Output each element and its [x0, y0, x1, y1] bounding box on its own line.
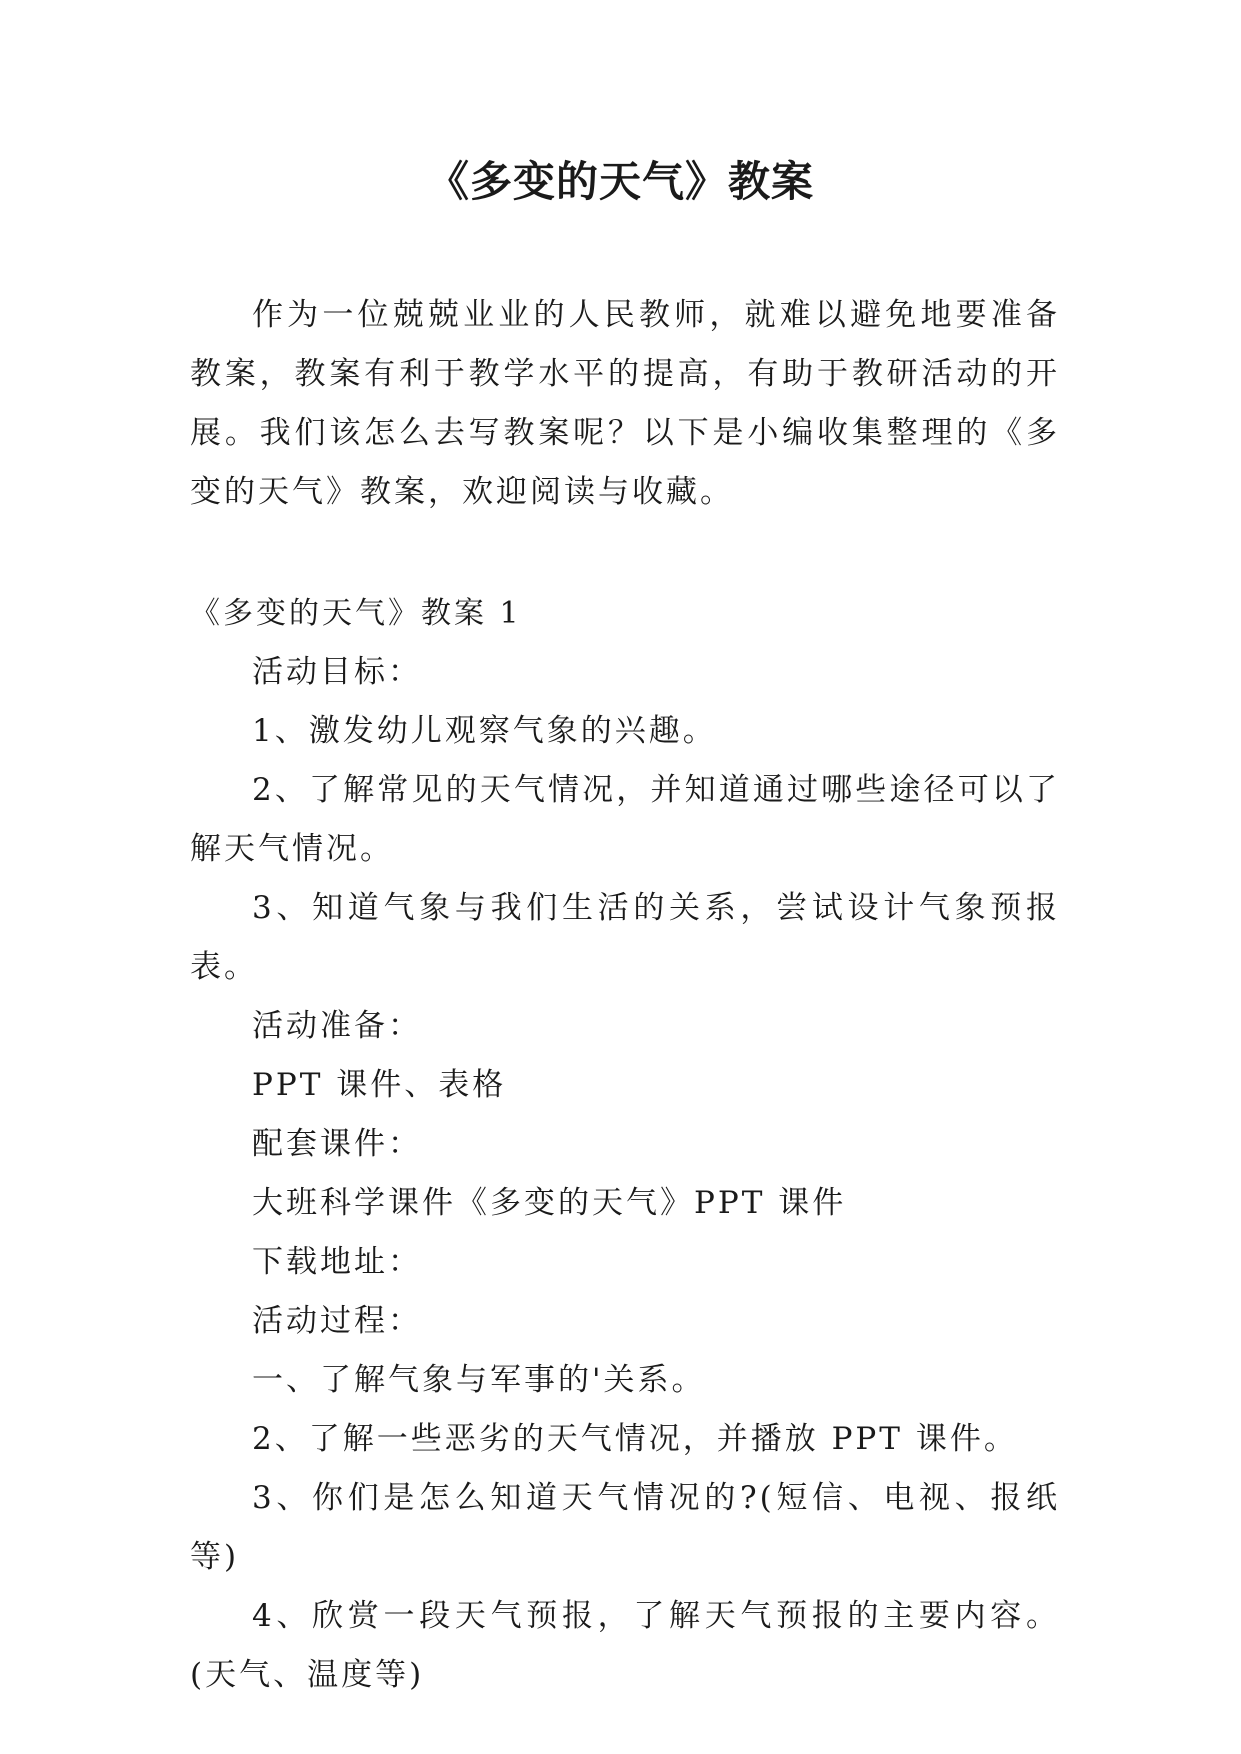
paragraph-download: 下载地址：	[252, 1244, 422, 1280]
paragraph-goals-heading: 活动目标：	[252, 654, 422, 690]
document-body	[190, 286, 1060, 1705]
paragraph-goal-2: 2、了解常见的天气情况，并知道通过哪些途径可以了解天气情况。	[190, 772, 1060, 867]
paragraph-courseware-heading: 配套课件：	[252, 1126, 422, 1162]
paragraph-process-3: 3、你们是怎么知道天气情况的?(短信、电视、报纸等)	[190, 1480, 1060, 1575]
paragraph-process-1: 一、了解气象与军事的'关系。	[252, 1362, 706, 1398]
paragraph-process-4: 4、欣赏一段天气预报，了解天气预报的主要内容。(天气、温度等)	[190, 1598, 1060, 1693]
intro-paragraph: 作为一位兢兢业业的人民教师，就难以避免地要准备教案，教案有利于教学水平的提高，有助于教研活动的开展。我们该怎么去写教案呢？以下是小编收集整理的《多变的天气》教案，欢迎阅读与收藏。	[190, 297, 1060, 510]
paragraph-goal-3: 3、知道气象与我们生活的关系，尝试设计气象预报表。	[190, 890, 1060, 985]
paragraph-goal-1: 1、激发幼儿观察气象的兴趣。	[252, 713, 717, 749]
paragraph-process-heading: 活动过程：	[252, 1303, 422, 1339]
paragraph-preparation: PPT 课件、表格	[252, 1067, 507, 1103]
document-title: 《多变的天气》教案	[426, 157, 814, 206]
paragraph-preparation-heading: 活动准备：	[252, 1008, 422, 1044]
section-heading: 《多变的天气》教案 1	[190, 596, 522, 631]
paragraph-process-2: 2、了解一些恶劣的天气情况，并播放 PPT 课件。	[252, 1421, 1018, 1457]
paragraph-courseware: 大班科学课件《多变的天气》PPT 课件	[252, 1185, 847, 1221]
